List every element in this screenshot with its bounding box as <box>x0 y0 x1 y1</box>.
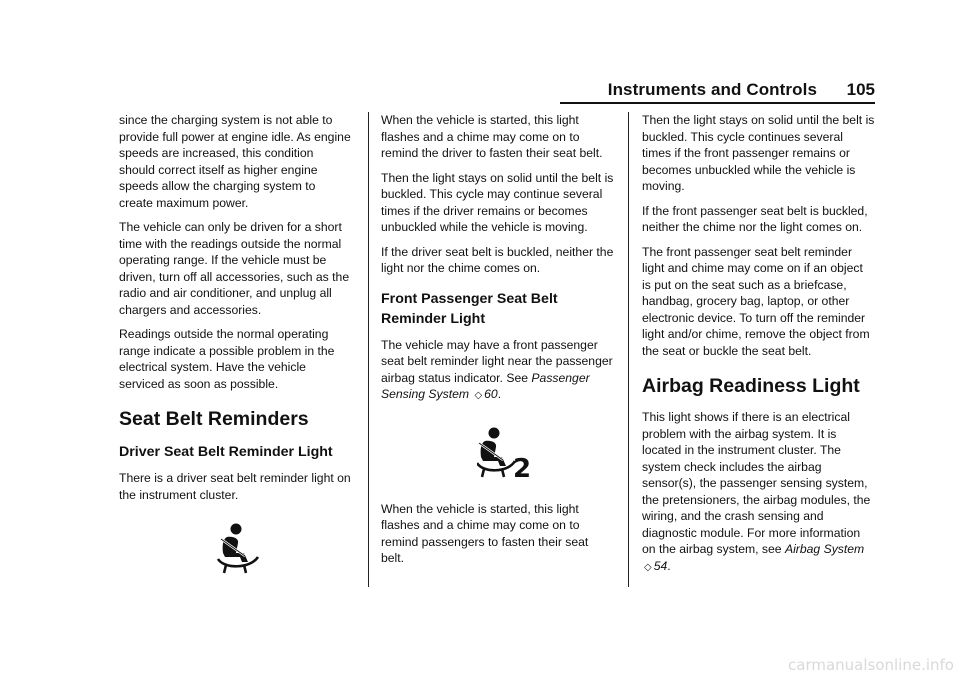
paragraph <box>381 337 614 405</box>
paragraph: Then the light stays on solid until the belt is buckled. This cycle may continue several times if the driver remains or becomes unbuckled while the vehicle is moving. <box>381 170 614 234</box>
paragraph: If the front passenger seat belt is buckled, neither the chime nor the light comes on. <box>642 203 868 234</box>
cross-reference-link[interactable]: Airbag System <box>784 542 865 556</box>
column-3 <box>642 112 875 584</box>
paragraph-text: This light shows if there is an electrical problem with the airbag system. It is located in the instrument cluster. The system check includes the airbag sensor(s), the passenger sensing system, the pretensioners, the airbag modules, the wiring, and the crash sensing and diagnostic module. For more information on the airbag system, see <box>642 410 871 556</box>
column-divider <box>628 112 629 587</box>
paragraph: Readings outside the normal operating range indicate a possible problem in the electrical system. Have the vehicle serviced as soon as possible. <box>119 327 335 391</box>
page-number: 105 <box>846 80 875 99</box>
punctuation: . <box>497 387 502 401</box>
seatbelt-reminder-icon <box>214 523 262 575</box>
page-reference-icon: ◇ <box>644 561 652 573</box>
paragraph: Then the light stays on solid until the belt is buckled. This cycle continues several times if the front passenger remains or becomes unbuckled while the vehicle is moving. <box>642 113 875 193</box>
paragraph <box>642 409 875 576</box>
paragraph: The front passenger seat belt reminder light and chime may come on if an object is put on the seat such as a briefcase, handbag, grocery bag, laptop, or other electronic device. To turn off the reminder light and/or chime, remove the object from the seat or buckle the seat belt. <box>642 244 870 358</box>
passenger-number-label: 2 <box>513 453 532 483</box>
column-1 <box>119 112 352 575</box>
page-header <box>560 74 875 104</box>
cross-reference-page[interactable]: 54 <box>653 558 668 573</box>
section-title: Instruments and Controls <box>607 80 817 99</box>
paragraph: If the driver seat belt is buckled, neither the light nor the chime comes on. <box>381 244 614 275</box>
paragraph: There is a driver seat belt reminder light on the instrument cluster. <box>119 471 351 502</box>
page-reference-icon: ◇ <box>474 390 483 401</box>
cross-reference-link[interactable]: Passenger Sensing System <box>381 370 590 401</box>
paragraph: The vehicle can only be driven for a short time with the readings outside the normal operating range. If the vehicle must be driven, turn off all accessories, such as the radio and air conditioner, and unplug all chargers and accessories. <box>119 220 350 317</box>
column-2 <box>381 112 614 575</box>
section-heading: Airbag Readiness Light <box>642 375 860 397</box>
paragraph: since the charging system is not able to provide full power at engine idle. As engine speeds are increased, this condition should correct itself as higher engine speeds allow the charging system to create maximum power. <box>119 113 351 210</box>
header-rule <box>560 102 875 104</box>
subsection-heading: Front Passenger Seat Belt Reminder Light <box>381 290 558 327</box>
punctuation: . <box>667 558 671 573</box>
column-divider <box>368 112 369 587</box>
paragraph: When the vehicle is started, this light flashes and a chime may come on to remind the driver to fasten their seat belt. <box>381 113 603 160</box>
cross-reference-page[interactable]: 60 <box>484 387 498 401</box>
watermark: carmanualsonline.info <box>788 656 954 674</box>
section-heading: Seat Belt Reminders <box>119 408 309 430</box>
paragraph: When the vehicle is started, this light flashes and a chime may come on to remind passengers to fasten their seat belt. <box>381 501 589 565</box>
subsection-heading: Driver Seat Belt Reminder Light <box>119 444 333 460</box>
passenger-seatbelt-reminder-icon <box>477 427 533 483</box>
paragraph-text: The vehicle may have a front passenger seat belt reminder light near the passenger airbag status indicator. See <box>381 337 613 385</box>
